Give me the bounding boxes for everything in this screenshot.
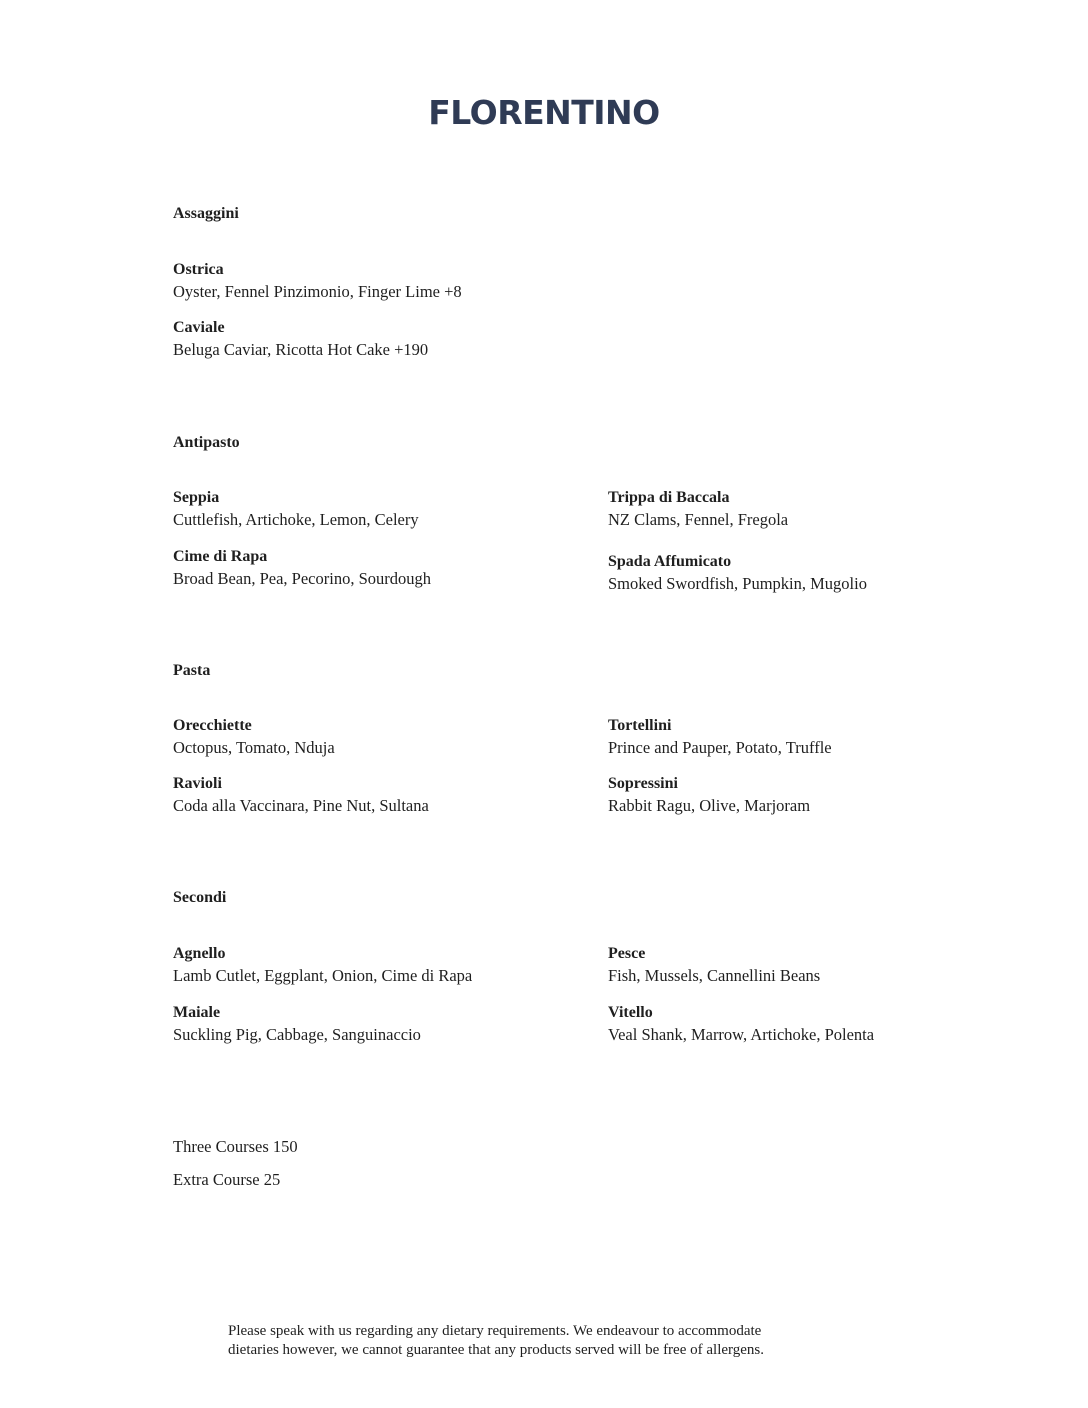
price-three-courses: Three Courses 150	[173, 1137, 298, 1156]
dietary-notice-line-1: Please speak with us regarding any dietary requirements. We endeavour to accommodate	[228, 1323, 762, 1339]
menu-item-vitello	[608, 1002, 1008, 1046]
item-name: Vitello	[608, 1004, 653, 1021]
item-name: Spada Affumicato	[608, 553, 732, 570]
menu-item-orecchiette	[173, 715, 573, 759]
menu-item-sopressini	[608, 773, 1008, 817]
item-name: Ostrica	[173, 261, 224, 278]
item-description: Veal Shank, Marrow, Artichoke, Polenta	[608, 1025, 875, 1044]
menu-item-seppia	[173, 487, 573, 531]
menu-item-caviale	[173, 317, 573, 361]
restaurant-logo: FLORENTINO	[428, 93, 660, 132]
item-description: Octopus, Tomato, Nduja	[173, 738, 335, 757]
item-description: Cuttlefish, Artichoke, Lemon, Celery	[173, 510, 419, 529]
item-name: Caviale	[173, 319, 225, 336]
item-description: Oyster, Fennel Pinzimonio, Finger Lime +8	[173, 282, 462, 301]
item-name: Orecchiette	[173, 717, 252, 734]
item-description: Suckling Pig, Cabbage, Sanguinaccio	[173, 1025, 421, 1044]
item-description: Broad Bean, Pea, Pecorino, Sourdough	[173, 569, 431, 588]
menu-item-pesce	[608, 943, 1008, 987]
item-name: Tortellini	[608, 717, 672, 734]
item-description: Smoked Swordfish, Pumpkin, Mugolio	[608, 574, 867, 593]
item-name: Agnello	[173, 945, 226, 962]
section-title-antipasto: Antipasto	[173, 434, 240, 451]
item-description: Fish, Mussels, Cannellini Beans	[608, 966, 821, 985]
item-description: Coda alla Vaccinara, Pine Nut, Sultana	[173, 796, 429, 815]
item-name: Trippa di Baccala	[608, 489, 730, 506]
menu-item-ostrica	[173, 259, 573, 303]
price-extra-course: Extra Course 25	[173, 1170, 281, 1189]
item-name: Sopressini	[608, 775, 678, 792]
menu-item-spada-affumicato	[608, 551, 1008, 595]
item-description: Rabbit Ragu, Olive, Marjoram	[608, 796, 811, 815]
item-description: Beluga Caviar, Ricotta Hot Cake +190	[173, 340, 429, 359]
menu-item-agnello	[173, 943, 573, 987]
section-title-assaggini: Assaggini	[173, 205, 239, 222]
section-title-secondi: Secondi	[173, 889, 227, 906]
item-name: Seppia	[173, 489, 220, 506]
menu-item-cime-di-rapa	[173, 546, 573, 590]
menu-item-tortellini	[608, 715, 1008, 759]
item-description: Prince and Pauper, Potato, Truffle	[608, 738, 832, 757]
item-name: Maiale	[173, 1004, 221, 1021]
item-name: Ravioli	[173, 775, 222, 792]
item-name: Cime di Rapa	[173, 548, 268, 565]
section-title-pasta: Pasta	[173, 662, 211, 679]
dietary-notice-line-2: dietaries however, we cannot guarantee that any products served will be free of allergens.	[228, 1342, 764, 1358]
menu-item-maiale	[173, 1002, 573, 1046]
item-description: NZ Clams, Fennel, Fregola	[608, 510, 789, 529]
menu-item-ravioli	[173, 773, 573, 817]
item-description: Lamb Cutlet, Eggplant, Onion, Cime di Rapa	[173, 966, 473, 985]
item-name: Pesce	[608, 945, 646, 962]
menu-item-trippa-di-baccala	[608, 487, 1008, 531]
dietary-notice	[228, 1322, 868, 1360]
